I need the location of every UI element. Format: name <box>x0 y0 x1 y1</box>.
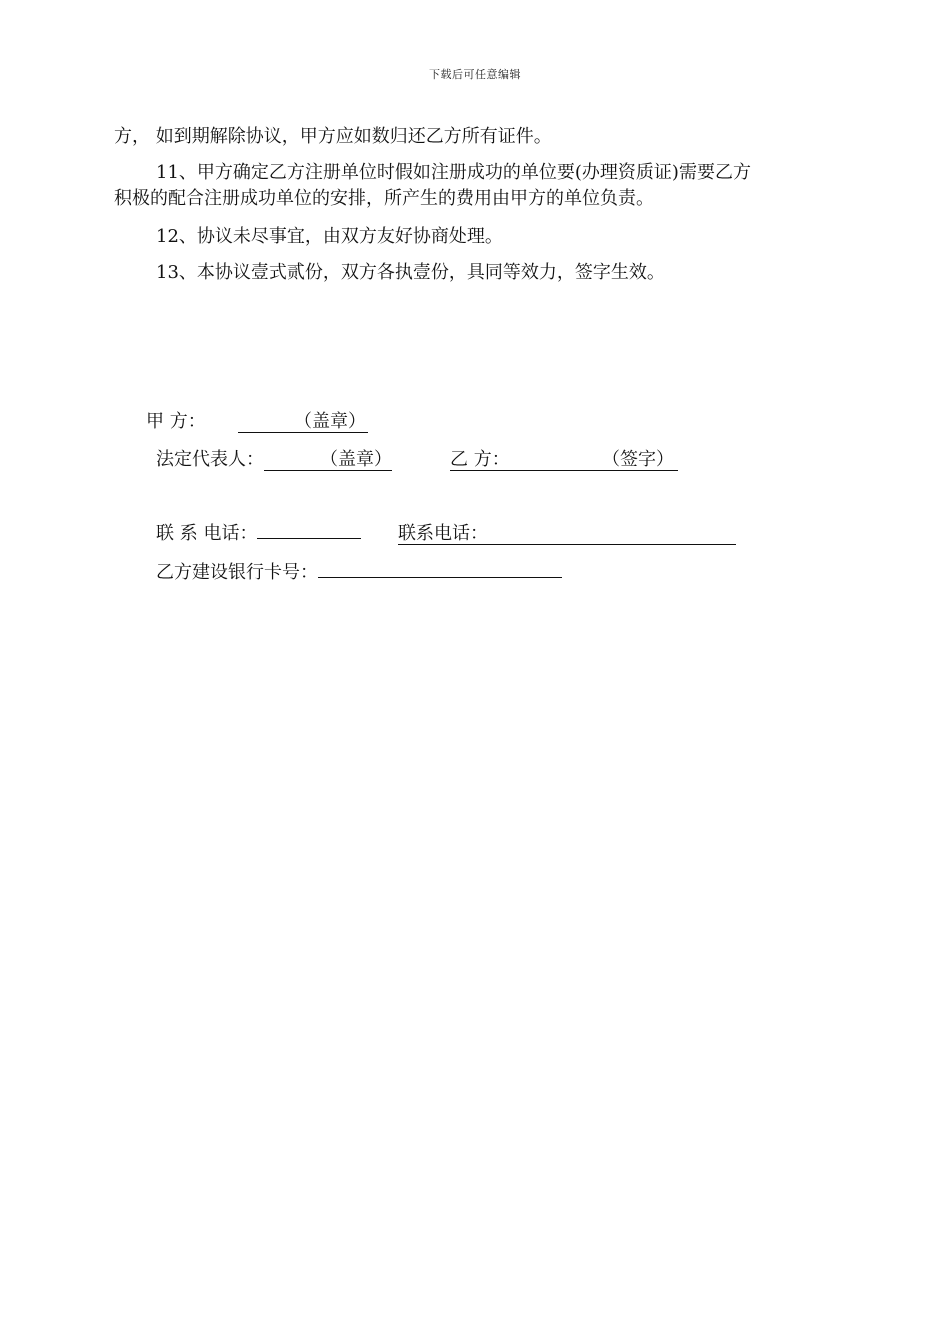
party-a-label: 甲 方： <box>146 411 206 432</box>
party-a-phone-line <box>156 522 361 546</box>
paragraph-continued: 方， 如到期解除协议，甲方应如数归还乙方所有证件。 <box>114 126 552 147</box>
party-b-sign-hint: （签字） <box>602 449 674 470</box>
phone-b-field[interactable] <box>398 524 736 545</box>
party-a-seal-field[interactable]: （盖章） <box>238 412 368 433</box>
party-b-phone-line <box>398 522 736 546</box>
bank-card-line <box>156 561 562 585</box>
clause-13: 13、本协议壹式贰份，双方各执壹份，具同等效力，签字生效。 <box>156 262 665 283</box>
clause-12: 12、协议未尽事宜，由双方友好协商处理。 <box>156 226 503 247</box>
legal-rep-label: 法定代表人： <box>156 449 264 470</box>
legal-rep-seal-field[interactable]: （盖章） <box>264 450 392 471</box>
party-a-signature-line <box>146 410 368 434</box>
bank-card-field[interactable] <box>318 577 562 578</box>
legal-representative-line <box>156 448 392 472</box>
bank-card-label: 乙方建设银行卡号： <box>156 562 318 583</box>
party-b-sign-field[interactable] <box>450 450 678 471</box>
phone-b-label: 联系电话： <box>398 523 488 544</box>
phone-a-label: 联 系 电话： <box>156 523 258 544</box>
party-b-signature-line <box>450 448 678 472</box>
party-b-label: 乙 方： <box>450 449 510 470</box>
clause-11-line-1: 11、甲方确定乙方注册单位时假如注册成功的单位要(办理资质证)需要乙方 <box>156 162 751 183</box>
header-note: 下载后可任意编辑 <box>429 68 521 81</box>
phone-a-field[interactable] <box>257 538 361 539</box>
clause-11-line-2: 积极的配合注册成功单位的安排，所产生的费用由甲方的单位负责。 <box>114 188 654 209</box>
